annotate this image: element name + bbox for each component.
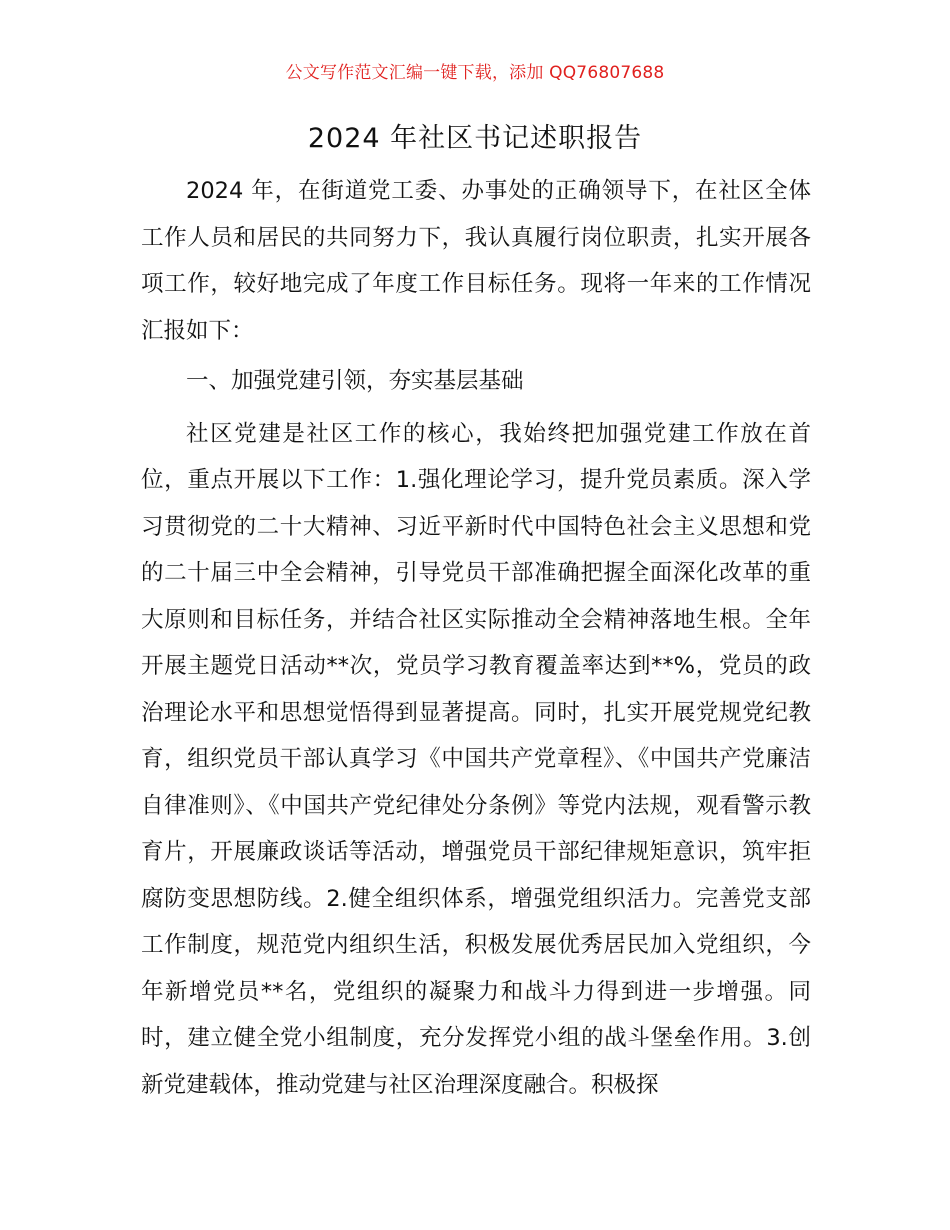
section-1-paragraph: 社区党建是社区工作的核心，我始终把加强党建工作放在首位，重点开展以下工作：1.强化理论学习，提升党员素质。深入学习贯彻党的二十大精神、习近平新时代中国特色社会主义思想和党的二十届三中全会精神，引导党员干部准确把握全面深化改革的重大原则和目标任务，并结合社区实际推动全会精神落地生根。全年开展主题党日活动**次，党员学习教育覆盖率达到**%，党员的政治理论水平和思想觉悟得到显著提高。同时，扎实开展党规党纪教育，组织党员干部认真学习《中国共产党章程》、《中国共产党廉洁自律准则》、《中国共产党纪律处分条例》等党内法规，观看警示教育片，开展廉政谈话等活动，增强党员干部纪律规矩意识，筑牢拒腐防变思想防线。2.健全组织体系，增强党组织活力。完善党支部工作制度，规范党内组织生活，积极发展优秀居民加入党组织，今年新增党员**名，党组织的凝聚力和战斗力得到进一步增强。同时，建立健全党小组制度，充分发挥党小组的战斗堡垒作用。3.创新党建载体，推动党建与社区治理深度融合。积极探 [141, 420, 811, 1098]
section-heading-1: 一、加强党建引领，夯实基层基础 [186, 368, 524, 394]
document-body [141, 168, 811, 1108]
intro-paragraph: 2024 年，在街道党工委、办事处的正确领导下，在社区全体工作人员和居民的共同努力下，我认真履行岗位职责，扎实开展各项工作，较好地完成了年度工作目标任务。现将一年来的工作情况汇报如下： [141, 178, 811, 344]
download-banner: 公文写作范文汇编一键下载，添加 QQ76807688 [285, 63, 665, 83]
document-title: 2024 年社区书记述职报告 [307, 123, 643, 154]
